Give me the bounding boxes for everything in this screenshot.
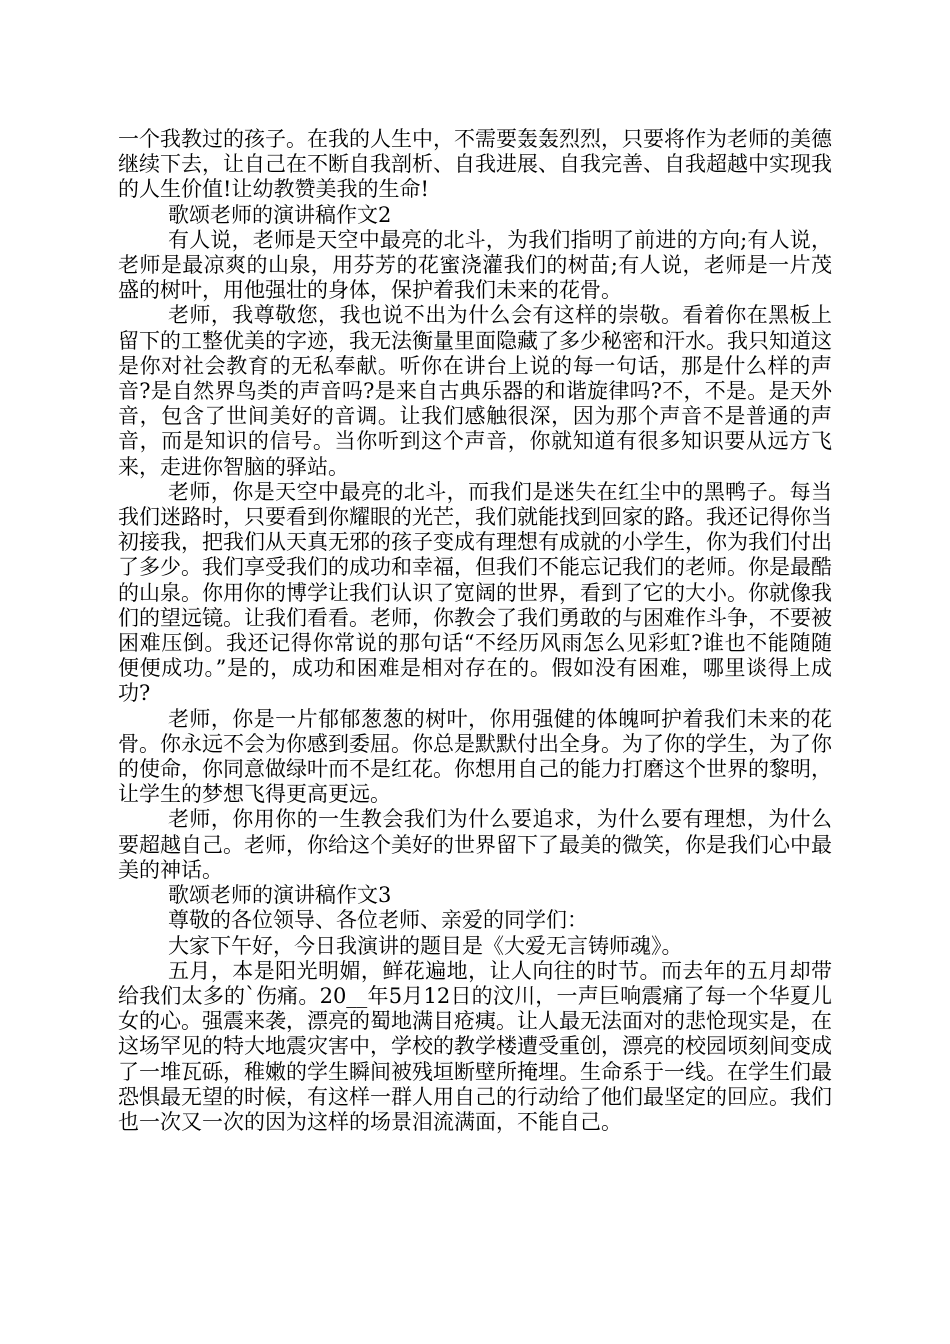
salutation: 尊敬的各位领导、各位老师、亲爱的同学们： — [168, 908, 588, 933]
paragraph: 大家下午好，今日我演讲的题目是《大爱无言铸师魂》。 — [168, 933, 683, 958]
document-body — [118, 127, 832, 1135]
section-heading-essay-2: 歌颂老师的演讲稿作文2 — [168, 202, 392, 227]
paragraph: 老师，你是一片郁郁葱葱的树叶，你用强健的体魄呵护着我们未来的花骨。你永远不会为你感到委屈。你总是默默付出全身。为了你的学生，为了你的使命，你同意做绿叶而不是红花。你想用自己的能力打磨这个世界的黎明，让学生的梦想飞得更高更远。 — [118, 706, 832, 807]
paragraph: 有人说，老师是天空中最亮的北斗，为我们指明了前进的方向;有人说，老师是最凉爽的山泉，用芬芳的花蜜浇灌我们的树苗;有人说，老师是一片茂盛的树叶，用他强壮的身体，保护着我们未来的花骨。 — [118, 227, 832, 303]
paragraph-continuation: 一个我教过的孩子。在我的人生中，不需要轰轰烈烈，只要将作为老师的美德继续下去，让自己在不断自我剖析、自我进展、自我完善、自我超越中实现我的人生价值!让幼教赞美我的生命! — [118, 127, 832, 202]
paragraph: 老师，你用你的一生教会我们为什么要追求，为什么要有理想，为什么要超越自己。老师，你给这个美好的世界留下了最美的微笑，你是我们心中最美的神话。 — [118, 807, 832, 882]
paragraph: 五月，本是阳光明媚，鲜花遍地，让人向往的时节。而去年的五月却带给我们太多的`伤痛。20__年5月12日的汶川，一声巨响震痛了每一个华夏儿女的心。强震来袭，漂亮的蜀地满目疮痍。让人最无法面对的悲怆现实是，在这场罕见的特大地震灾害中，学校的教学楼遭受重创，漂亮的校园顷刻间变成了一堆瓦砾，稚嫩的学生瞬间被残垣断壁所掩埋。生命系于一线。在学生们最恐惧最无望的时候，有这样一群人用自己的行动给了他们最坚定的回应。我们也一次又一次的因为这样的场景泪流满面，不能自己。 — [118, 958, 832, 1134]
paragraph: 老师，我尊敬您，我也说不出为什么会有这样的崇敬。看着你在黑板上留下的工整优美的字迹，我无法衡量里面隐藏了多少秘密和汗水。我只知道这是你对社会教育的无私奉献。听你在讲台上说的每一句话，那是什么样的声音?是自然界鸟类的声音吗?是来自古典乐器的和谐旋律吗?不，不是。是天外音，包含了世间美好的音调。让我们感触很深，因为那个声音不是普通的声音，而是知识的信号。当你听到这个声音，你就知道有很多知识要从远方飞来，走进你智脑的驿站。 — [118, 303, 832, 479]
paragraph: 老师，你是天空中最亮的北斗，而我们是迷失在红尘中的黑鸭子。每当我们迷路时，只要看到你耀眼的光芒，我们就能找到回家的路。我还记得你当初接我，把我们从天真无邪的孩子变成有理想有成就的小学生，你为我们付出了多少。我们享受我们的成功和幸福，但我们不能忘记我们的老师。你是最酷的山泉。你用你的博学让我们认识了宽阔的世界，看到了它的大小。你就像我们的望远镜。让我们看看。老师，你教会了我们勇敢的与困难作斗争，不要被困难压倒。我还记得你常说的那句话“不经历风雨怎么见彩虹?谁也不能随随便便成功。”是的，成功和困难是相对存在的。假如没有困难，哪里谈得上成功? — [118, 479, 832, 706]
section-heading-essay-3: 歌颂老师的演讲稿作文3 — [168, 883, 392, 908]
